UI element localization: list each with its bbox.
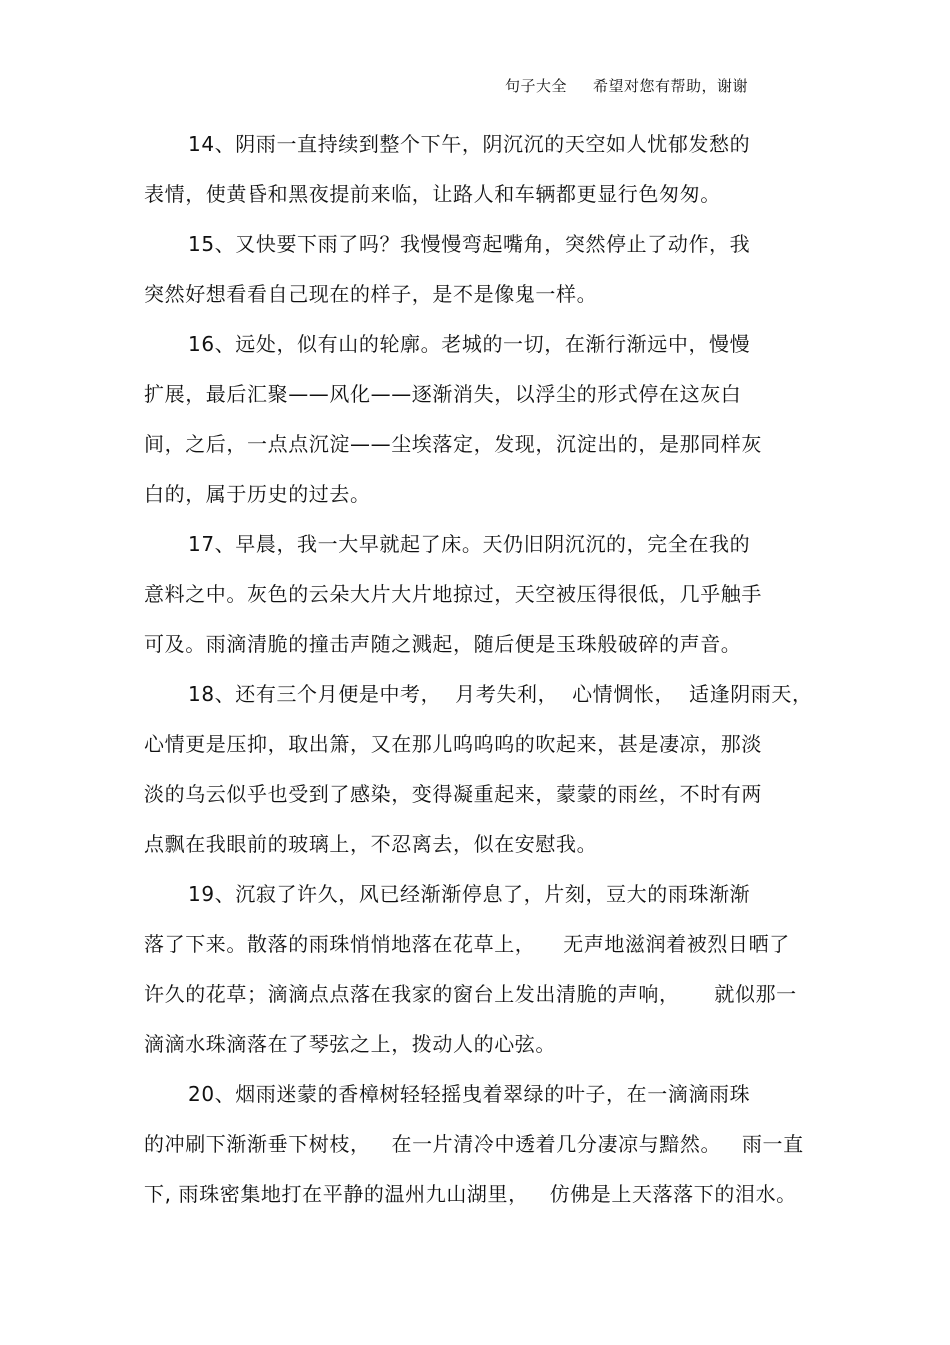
header-site: 句子大全 <box>505 77 568 95</box>
paragraph-19-line-3: 许久的花草；滴滴点点落在我家的窗台上发出清脆的声响， 就似那一 <box>144 982 797 1006</box>
paragraph-16-line-1: 16、远处，似有山的轮廓。老城的一切，在渐行渐远中，慢慢 <box>188 332 751 356</box>
paragraph-20-line-1: 20、烟雨迷蒙的香樟树轻轻摇曳着翠绿的叶子，在一滴滴雨珠 <box>188 1082 751 1106</box>
paragraph-18-line-4: 点飘在我眼前的玻璃上，不忍离去，似在安慰我。 <box>144 832 598 856</box>
paragraph-20-line-2: 的冲刷下渐渐垂下树枝， 在一片清冷中透着几分凄凉与黯然。 雨一直 <box>144 1132 804 1156</box>
paragraph-18-line-2: 心情更是压抑，取出箫，又在那儿呜呜呜的吹起来，甚是凄凉，那淡 <box>144 732 762 756</box>
paragraph-17-line-3: 可及。雨滴清脆的撞击声随之溅起，随后便是玉珠般破碎的声音。 <box>144 632 742 656</box>
paragraph-16-line-2: 扩展，最后汇聚——风化——逐渐消失，以浮尘的形式停在这灰白 <box>144 382 742 406</box>
paragraph-14-line-2: 表情，使黄昏和黑夜提前来临，让路人和车辆都更显行色匆匆。 <box>144 182 721 206</box>
paragraph-19-line-1: 19、沉寂了许久，风已经渐渐停息了，片刻，豆大的雨珠渐渐 <box>188 882 751 906</box>
paragraph-19-line-4: 滴滴水珠滴落在了琴弦之上，拨动人的心弦。 <box>144 1032 556 1056</box>
paragraph-17-line-2: 意料之中。灰色的云朵大片大片地掠过，天空被压得很低，几乎触手 <box>144 582 762 606</box>
paragraph-14-line-1: 14、阴雨一直持续到整个下午，阴沉沉的天空如人忧郁发愁的 <box>188 132 751 156</box>
paragraph-18-line-3: 淡的乌云似乎也受到了感染，变得凝重起来，蒙蒙的雨丝，不时有两 <box>144 782 762 806</box>
paragraph-16-line-3: 间，之后，一点点沉淀——尘埃落定，发现，沉淀出的，是那同样灰 <box>144 432 762 456</box>
paragraph-18-line-1: 18、还有三个月便是中考， 月考失利， 心情惆怅， 适逢阴雨天， <box>188 682 813 706</box>
page-header <box>505 75 748 96</box>
paragraph-20-line-3: 下, 雨珠密集地打在平静的温州九山湖里， 仿佛是上天落落下的泪水。 <box>144 1182 797 1206</box>
header-note: 希望对您有帮助，谢谢 <box>593 77 749 95</box>
paragraph-15-line-2: 突然好想看看自己现在的样子，是不是像鬼一样。 <box>144 282 598 306</box>
paragraph-15-line-1: 15、又快要下雨了吗？我慢慢弯起嘴角，突然停止了动作，我 <box>188 232 751 256</box>
paragraph-19-line-2: 落了下来。散落的雨珠悄悄地落在花草上， 无声地滋润着被烈日晒了 <box>144 932 790 956</box>
paragraph-17-line-1: 17、早晨，我一大早就起了床。天仍旧阴沉沉的，完全在我的 <box>188 532 751 556</box>
paragraph-16-line-4: 白的，属于历史的过去。 <box>144 482 371 506</box>
